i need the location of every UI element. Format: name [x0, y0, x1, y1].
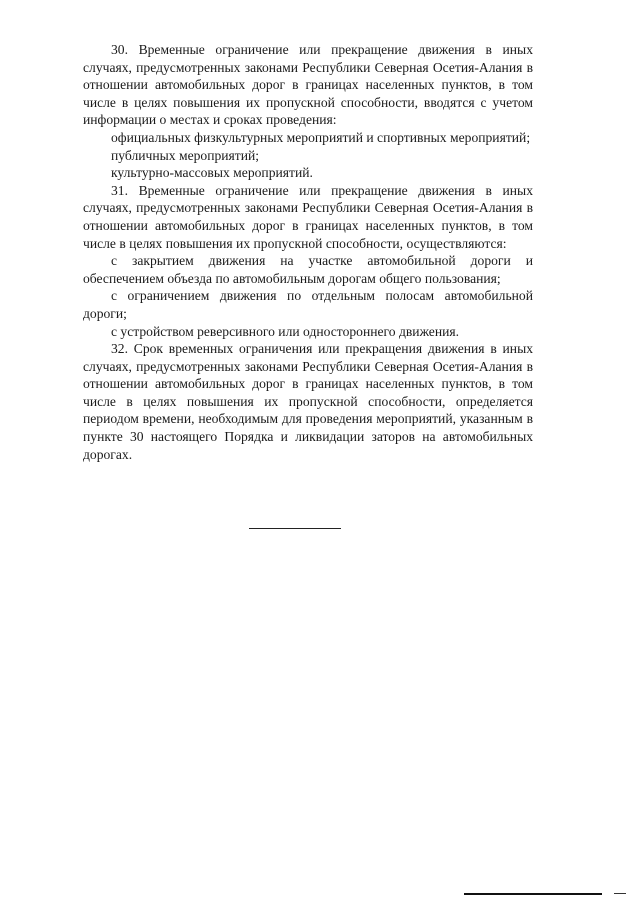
paragraph-30: 30. Временные ограничение или прекращение движения в иных случаях, предусмотренных законами Республики Северная Осетия-Алания в отношении автомобильных дорог в границах населенных пунктов, в том числе в целях повышения их пропускной способности, вводятся с учетом информации о местах и сроках проведения: [83, 42, 533, 128]
scan-edge-mark-small [614, 893, 626, 894]
paragraph-32: 32. Срок временных ограничения или прекращения движения в иных случаях, предусмотренных законами Республики Северная Осетия-Алания в отношении автомобильных дорог в границах населенных пунктов, в том числе в целях повышения их пропускной способности, определяется периодом времени, необходимым для проведения мероприятий, указанным в пункте 30 настоящего Порядка и ликвидации заторов на автомобильных дорогах. [83, 341, 533, 462]
list-item-official-sports-events: официальных физкультурных мероприятий и спортивных мероприятий; [111, 129, 531, 145]
list-item-reversible-traffic: с устройством реверсивного или одностороннего движения. [111, 323, 460, 339]
paragraph-31: 31. Временные ограничение или прекращение движения в иных случаях, предусмотренных законами Республики Северная Осетия-Алания в отношении автомобильных дорог в границах населенных пунктов, в том числе в целях повышения их пропускной способности, осуществляются: [83, 182, 533, 251]
document-body [83, 41, 533, 463]
list-item-road-closure: с закрытием движения на участке автомобильной дороги и обеспечением объезда по автомобильным дорогам общего пользования; [83, 253, 533, 286]
end-of-document-rule [249, 528, 341, 529]
list-item-lane-restriction: с ограничением движения по отдельным полосам автомобильной дороги; [83, 288, 533, 321]
list-item-public-events: публичных мероприятий; [111, 147, 260, 163]
scan-edge-mark [464, 893, 602, 895]
list-item-cultural-events: культурно-массовых мероприятий. [111, 165, 313, 181]
